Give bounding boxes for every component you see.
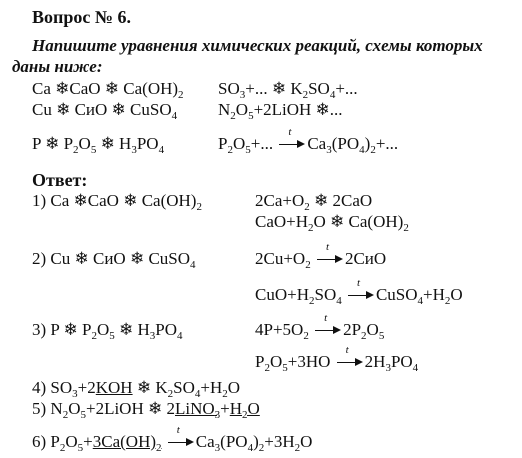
scheme-so3: $SO_3+$... ❄ $K_2SO_4+$... (218, 79, 358, 101)
reaction-arrow-icon: t (315, 322, 341, 336)
answer-title: Ответ: (32, 170, 88, 190)
scheme-n2o5: $N_2O_5+2LiOH$ ❄... (218, 100, 343, 122)
question-prompt-line2: даны ниже: (12, 57, 103, 76)
reaction-arrow-icon: t (279, 136, 305, 150)
answer-3-scheme: 3) P ❄ $P_2O_5$ ❄ $H_3PO_4$ (32, 320, 183, 342)
answer-4: 4) $SO_3+2KOH$ ❄ $K_2SO_4+H_2O$ (32, 378, 241, 400)
answer-2-equation-1: $2Cu+O_2$ t 2СиО (255, 241, 387, 271)
answer-1-scheme: 1) Ca ❄CaO ❄ $Ca(OH)_2$ (32, 191, 202, 213)
scheme-cu: Cu ❄ СиО ❄ CuSO$_4$ (32, 100, 178, 122)
scheme-ca: Ca ❄CaO ❄ $Ca(OH)_2$ (32, 79, 184, 101)
scheme-p: P ❄ $P_2O_5$ ❄ $H_3PO_4$ (32, 134, 165, 156)
answer-1-equation-2: $CaO+H_2O$ ❄ $Ca(OH)_2$ (255, 212, 409, 234)
reaction-arrow-icon: t (337, 354, 363, 368)
answer-2-equation-2: $CuO+H_2SO_4$ t $CuSO_4+H_2O$ (255, 277, 463, 307)
reaction-arrow-icon: t (168, 434, 194, 448)
question-prompt-line1: Напишите уравнения химических реакций, схемы которых (32, 36, 483, 55)
answer-5: 5) $N_2O_5+2LiOH$ ❄ $2LiNO_3+H_2O$ (32, 399, 260, 421)
answer-2-scheme: 2) Cu ❄ СиО ❄ CuSO$_4$ (32, 249, 196, 271)
answer-6: 6) $P_2O_5+3Ca(OH)_2$ t $Ca_3(PO_4)_2+3H_2O$ (32, 424, 313, 454)
answer-3-equation-1: $4P+5O_2$ t $2P_2O_5$ (255, 312, 385, 342)
reaction-arrow-icon: t (317, 251, 343, 265)
reaction-arrow-icon: t (348, 287, 374, 301)
question-title: Вопрос № 6. (32, 7, 131, 27)
answer-3-equation-2: $P_2O_5+3HO$ t $2H_3PO_4$ (255, 344, 419, 374)
answer-1-equation-1: $2Ca+O_2$ ❄ 2CaO (255, 191, 373, 213)
scheme-p2o5: $P_2O_5+$... t $Ca_3(PO_4)_2+$... (218, 126, 399, 156)
